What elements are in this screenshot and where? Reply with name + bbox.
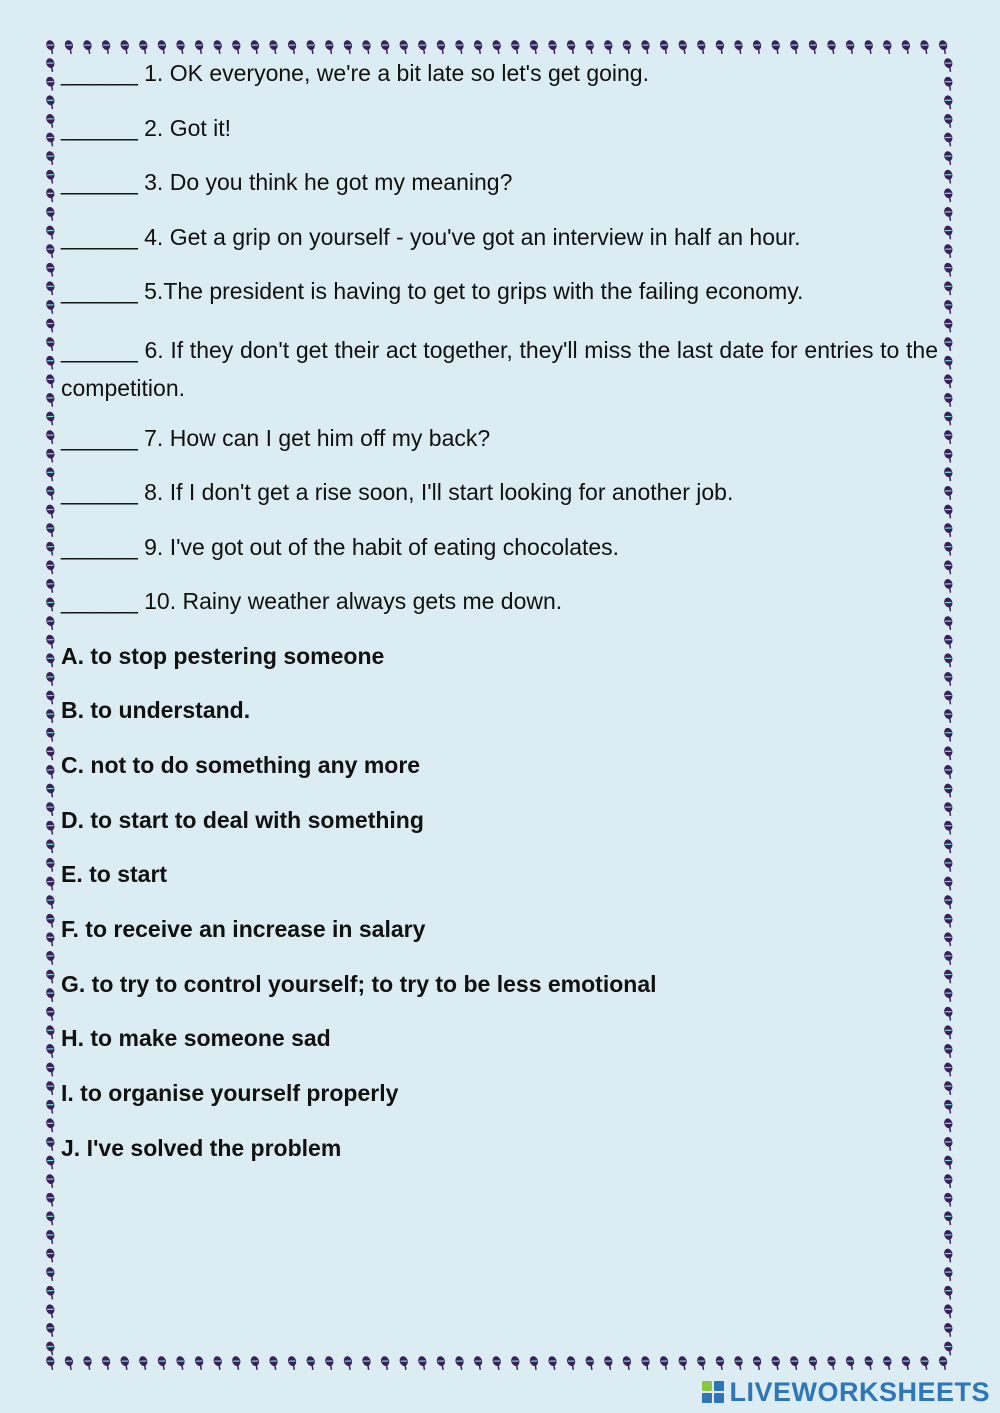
border-pencil-icon — [547, 1355, 559, 1371]
question-item — [61, 167, 938, 197]
border-pencil-icon — [943, 1099, 955, 1115]
border-pencil-icon — [943, 131, 955, 147]
border-pencil-icon — [119, 1355, 131, 1371]
border-pencil-icon — [566, 39, 578, 55]
definition-item: I. to organise yourself properly — [61, 1080, 399, 1106]
border-pencil-icon — [45, 857, 57, 873]
border-pencil-icon — [943, 1322, 955, 1338]
border-pencil-icon — [45, 931, 57, 947]
border-pencil-icon — [175, 1355, 187, 1371]
border-pencil-icon — [845, 39, 857, 55]
question-item — [61, 532, 938, 562]
border-pencil-icon — [943, 689, 955, 705]
border-pencil-icon — [491, 39, 503, 55]
border-pencil-icon — [943, 1043, 955, 1059]
border-pencil-icon — [45, 1043, 57, 1059]
border-pencil-icon — [943, 94, 955, 110]
border-pencil-icon — [45, 671, 57, 687]
border-pencil-icon — [696, 39, 708, 55]
border-pencil-icon — [45, 838, 57, 854]
border-pencil-icon — [919, 39, 931, 55]
answer-blank[interactable]: ______ — [61, 278, 138, 304]
question-text: 8. If I don't get a rise soon, I'll start looking for another job. — [144, 479, 734, 505]
border-pencil-icon — [943, 466, 955, 482]
border-pencil-icon — [45, 392, 57, 408]
border-pencil-icon — [45, 652, 57, 668]
border-pencil-icon — [45, 1154, 57, 1170]
border-pencil-icon — [943, 782, 955, 798]
border-pencil-icon — [943, 634, 955, 650]
border-pencil-icon — [45, 820, 57, 836]
border-pencil-icon — [943, 410, 955, 426]
definition-item: C. not to do something any more — [61, 751, 421, 778]
border-pencil-icon — [510, 39, 522, 55]
border-pencil-icon — [752, 39, 764, 55]
border-pencil-icon — [696, 1355, 708, 1371]
border-pencil-icon — [943, 1024, 955, 1040]
border-pencil-icon — [268, 39, 280, 55]
border-pencil-icon — [943, 1080, 955, 1096]
border-pencil-icon — [943, 113, 955, 129]
border-pencil-icon — [287, 1355, 299, 1371]
border-pencil-icon — [194, 1355, 206, 1371]
border-pencil-icon — [677, 39, 689, 55]
border-pencil-icon — [943, 76, 955, 92]
border-pencil-icon — [45, 1210, 57, 1226]
border-pencil-icon — [943, 299, 955, 315]
border-pencil-icon — [45, 913, 57, 929]
border-pencil-icon — [943, 559, 955, 575]
border-pencil-icon — [943, 745, 955, 761]
border-pencil-icon — [621, 39, 633, 55]
border-pencil-icon — [943, 262, 955, 278]
border-pencil-icon — [943, 392, 955, 408]
border-pencil-icon — [45, 448, 57, 464]
border-pencil-icon — [45, 1024, 57, 1040]
border-pencil-icon — [807, 39, 819, 55]
border-pencil-icon — [733, 39, 745, 55]
border-pencil-icon — [919, 1355, 931, 1371]
border-pencil-icon — [138, 39, 150, 55]
border-pencil-icon — [943, 894, 955, 910]
question-list — [61, 58, 938, 616]
border-pencil-icon — [45, 94, 57, 110]
border-pencil-icon — [770, 39, 782, 55]
question-item — [61, 58, 938, 88]
border-pencil-icon — [943, 1247, 955, 1263]
border-pencil-icon — [45, 485, 57, 501]
border-pencil-icon — [714, 39, 726, 55]
question-item — [61, 477, 938, 507]
border-pencil-icon — [566, 1355, 578, 1371]
border-pencil-icon — [943, 596, 955, 612]
question-text: 6. If they don't get their act together, they'll miss the last date for entries to the competition. — [61, 336, 938, 401]
border-pencil-icon — [45, 1173, 57, 1189]
border-pencil-icon — [943, 1117, 955, 1133]
liveworksheets-logo-text: LIVEWORKSHEETS — [729, 1376, 990, 1407]
border-pencil-icon — [45, 169, 57, 185]
border-pencil-icon — [45, 1080, 57, 1096]
border-pencil-icon — [943, 1136, 955, 1152]
question-text: 10. Rainy weather always gets me down. — [144, 588, 563, 614]
border-pencil-icon — [845, 1355, 857, 1371]
border-pencil-icon — [677, 1355, 689, 1371]
border-pencil-icon — [943, 838, 955, 854]
definition-item: F. to receive an increase in salary — [61, 915, 426, 942]
question-item — [61, 331, 938, 407]
border-pencil-icon — [63, 1355, 75, 1371]
question-text: 7. How can I get him off my back? — [144, 424, 491, 451]
border-pencil-icon — [547, 39, 559, 55]
border-pencil-icon — [45, 1117, 57, 1133]
border-pencil-icon — [45, 187, 57, 203]
border-pencil-icon — [943, 503, 955, 519]
border-pencil-icon — [943, 243, 955, 259]
border-pencil-icon — [491, 1355, 503, 1371]
border-pencil-icon — [45, 336, 57, 352]
border-pencil-icon — [194, 39, 206, 55]
border-pencil-icon — [807, 1355, 819, 1371]
border-pencil-icon — [175, 39, 187, 55]
border-pencil-icon — [826, 1355, 838, 1371]
border-pencil-icon — [45, 987, 57, 1003]
border-pencil-icon — [101, 39, 113, 55]
border-pencil-icon — [45, 224, 57, 240]
border-pencil-icon — [45, 1136, 57, 1152]
border-pencil-icon — [943, 429, 955, 445]
border-pencil-icon — [45, 113, 57, 129]
border-bottom — [42, 1354, 958, 1372]
answer-blank[interactable]: ______ — [61, 60, 138, 86]
answer-blank[interactable]: ______ — [61, 114, 138, 141]
border-pencil-icon — [45, 522, 57, 538]
border-pencil-icon — [943, 187, 955, 203]
border-pencil-icon — [473, 39, 485, 55]
border-pencil-icon — [45, 131, 57, 147]
border-pencil-icon — [45, 1285, 57, 1301]
border-pencil-icon — [45, 894, 57, 910]
border-pencil-icon — [45, 1340, 57, 1356]
border-pencil-icon — [45, 410, 57, 426]
border-pencil-icon — [287, 39, 299, 55]
border-pencil-icon — [45, 1229, 57, 1245]
border-left — [42, 38, 60, 1372]
border-pencil-icon — [45, 634, 57, 650]
border-pencil-icon — [943, 485, 955, 501]
border-pencil-icon — [45, 1061, 57, 1077]
border-pencil-icon — [943, 355, 955, 371]
border-pencil-icon — [943, 1061, 955, 1077]
definition-item: D. to start to deal with something — [61, 806, 424, 833]
answer-blank[interactable]: ______ — [61, 336, 138, 363]
border-pencil-icon — [659, 39, 671, 55]
answer-blank[interactable]: ______ — [61, 169, 138, 195]
border-pencil-icon — [943, 820, 955, 836]
border-pencil-icon — [943, 913, 955, 929]
border-pencil-icon — [45, 782, 57, 798]
border-pencil-icon — [398, 1355, 410, 1371]
border-pencil-icon — [45, 596, 57, 612]
border-pencil-icon — [249, 39, 261, 55]
border-pencil-icon — [943, 727, 955, 743]
border-pencil-icon — [342, 39, 354, 55]
border-pencil-icon — [45, 503, 57, 519]
answer-blank[interactable]: ______ — [61, 479, 138, 505]
border-pencil-icon — [45, 373, 57, 389]
definition-list — [61, 641, 938, 1163]
border-pencil-icon — [789, 1355, 801, 1371]
border-pencil-icon — [943, 652, 955, 668]
border-pencil-icon — [138, 1355, 150, 1371]
border-pencil-icon — [45, 1266, 57, 1282]
answer-blank[interactable]: ______ — [61, 533, 138, 560]
definition-item: E. to start — [61, 861, 168, 888]
border-pencil-icon — [943, 801, 955, 817]
border-pencil-icon — [119, 39, 131, 55]
border-pencil-icon — [863, 1355, 875, 1371]
border-pencil-icon — [603, 39, 615, 55]
border-pencil-icon — [770, 1355, 782, 1371]
border-pencil-icon — [943, 875, 955, 891]
border-top — [42, 38, 958, 56]
border-pencil-icon — [943, 950, 955, 966]
border-pencil-icon — [45, 875, 57, 891]
border-pencil-icon — [943, 857, 955, 873]
border-pencil-icon — [45, 466, 57, 482]
border-pencil-icon — [943, 336, 955, 352]
border-pencil-icon — [943, 1340, 955, 1356]
border-pencil-icon — [212, 39, 224, 55]
border-pencil-icon — [943, 169, 955, 185]
question-text: 9. I've got out of the habit of eating chocolates. — [144, 533, 620, 560]
question-text: 4. Get a grip on yourself - you've got an interview in half an hour. — [144, 223, 801, 250]
border-pencil-icon — [900, 39, 912, 55]
border-pencil-icon — [435, 1355, 447, 1371]
border-pencil-icon — [943, 1303, 955, 1319]
border-pencil-icon — [882, 1355, 894, 1371]
border-pencil-icon — [82, 39, 94, 55]
border-pencil-icon — [943, 764, 955, 780]
definition-item: G. to try to control yourself; to try to be less emotional — [61, 970, 657, 997]
border-pencil-icon — [943, 373, 955, 389]
question-item — [61, 586, 938, 616]
answer-blank[interactable]: ______ — [61, 223, 138, 250]
border-pencil-icon — [231, 1355, 243, 1371]
border-pencil-icon — [943, 280, 955, 296]
border-pencil-icon — [417, 39, 429, 55]
liveworksheets-logo — [701, 1377, 990, 1407]
definition-item: H. to make someone sad — [61, 1025, 331, 1052]
border-pencil-icon — [249, 1355, 261, 1371]
question-item — [61, 276, 938, 306]
border-pencil-icon — [380, 1355, 392, 1371]
border-pencil-icon — [45, 206, 57, 222]
question-text: 5.The president is having to get to grips with the failing economy. — [144, 278, 804, 304]
answer-blank[interactable]: ______ — [61, 424, 138, 451]
border-pencil-icon — [45, 615, 57, 631]
border-pencil-icon — [45, 243, 57, 259]
border-pencil-icon — [45, 727, 57, 743]
border-pencil-icon — [435, 39, 447, 55]
border-pencil-icon — [943, 522, 955, 538]
border-pencil-icon — [305, 39, 317, 55]
border-pencil-icon — [943, 150, 955, 166]
border-pencil-icon — [943, 1266, 955, 1282]
liveworksheets-logo-icon — [701, 1380, 725, 1404]
border-pencil-icon — [101, 1355, 113, 1371]
border-pencil-icon — [45, 1247, 57, 1263]
border-pencil-icon — [212, 1355, 224, 1371]
border-pencil-icon — [943, 541, 955, 557]
border-pencil-icon — [752, 1355, 764, 1371]
border-pencil-icon — [305, 1355, 317, 1371]
border-pencil-icon — [528, 1355, 540, 1371]
border-pencil-icon — [943, 1229, 955, 1245]
border-pencil-icon — [943, 317, 955, 333]
border-pencil-icon — [231, 39, 243, 55]
border-pencil-icon — [45, 1006, 57, 1022]
border-pencil-icon — [45, 1099, 57, 1115]
border-pencil-icon — [45, 1303, 57, 1319]
border-pencil-icon — [268, 1355, 280, 1371]
worksheet-content — [61, 58, 938, 1187]
border-pencil-icon — [324, 1355, 336, 1371]
border-pencil-icon — [398, 39, 410, 55]
border-pencil-icon — [45, 280, 57, 296]
border-pencil-icon — [510, 1355, 522, 1371]
border-pencil-icon — [943, 615, 955, 631]
border-pencil-icon — [943, 224, 955, 240]
definition-item: A. to stop pestering someone — [61, 642, 385, 669]
border-pencil-icon — [324, 39, 336, 55]
border-pencil-icon — [640, 1355, 652, 1371]
border-pencil-icon — [45, 708, 57, 724]
border-pencil-icon — [789, 39, 801, 55]
border-pencil-icon — [882, 39, 894, 55]
question-item — [61, 113, 938, 143]
border-pencil-icon — [621, 1355, 633, 1371]
question-item — [61, 222, 938, 252]
border-pencil-icon — [45, 355, 57, 371]
border-pencil-icon — [45, 745, 57, 761]
border-pencil-icon — [361, 39, 373, 55]
border-pencil-icon — [900, 1355, 912, 1371]
border-pencil-icon — [943, 206, 955, 222]
border-pencil-icon — [454, 1355, 466, 1371]
border-pencil-icon — [714, 1355, 726, 1371]
border-pencil-icon — [943, 1006, 955, 1022]
question-text: 2. Got it! — [144, 114, 232, 141]
definition-item: B. to understand. — [61, 697, 251, 724]
border-pencil-icon — [45, 429, 57, 445]
border-pencil-icon — [454, 39, 466, 55]
border-pencil-icon — [943, 578, 955, 594]
border-pencil-icon — [943, 1285, 955, 1301]
border-pencil-icon — [45, 57, 57, 73]
border-pencil-icon — [826, 39, 838, 55]
answer-blank[interactable]: ______ — [61, 588, 138, 614]
border-pencil-icon — [45, 950, 57, 966]
border-right — [940, 38, 958, 1372]
border-pencil-icon — [45, 764, 57, 780]
border-pencil-icon — [863, 39, 875, 55]
border-pencil-icon — [45, 1192, 57, 1208]
border-pencil-icon — [45, 689, 57, 705]
border-pencil-icon — [45, 76, 57, 92]
border-pencil-icon — [584, 1355, 596, 1371]
border-pencil-icon — [603, 1355, 615, 1371]
border-pencil-icon — [82, 1355, 94, 1371]
border-pencil-icon — [943, 1192, 955, 1208]
question-item — [61, 423, 938, 453]
border-pencil-icon — [45, 1322, 57, 1338]
border-pencil-icon — [943, 987, 955, 1003]
border-pencil-icon — [733, 1355, 745, 1371]
border-pencil-icon — [380, 39, 392, 55]
border-pencil-icon — [640, 39, 652, 55]
border-pencil-icon — [45, 801, 57, 817]
border-pencil-icon — [45, 578, 57, 594]
border-pencil-icon — [943, 57, 955, 73]
border-pencil-icon — [943, 968, 955, 984]
definition-item: J. I've solved the problem — [61, 1134, 342, 1161]
border-pencil-icon — [45, 150, 57, 166]
border-pencil-icon — [528, 39, 540, 55]
border-pencil-icon — [417, 1355, 429, 1371]
border-pencil-icon — [342, 1355, 354, 1371]
border-pencil-icon — [156, 39, 168, 55]
border-pencil-icon — [45, 559, 57, 575]
border-pencil-icon — [45, 317, 57, 333]
border-pencil-icon — [659, 1355, 671, 1371]
border-pencil-icon — [943, 1154, 955, 1170]
border-pencil-icon — [943, 448, 955, 464]
border-pencil-icon — [584, 39, 596, 55]
border-pencil-icon — [943, 671, 955, 687]
border-pencil-icon — [45, 541, 57, 557]
border-pencil-icon — [156, 1355, 168, 1371]
border-pencil-icon — [943, 1210, 955, 1226]
question-text: 3. Do you think he got my meaning? — [144, 169, 513, 195]
question-text: 1. OK everyone, we're a bit late so let's get going. — [144, 60, 649, 86]
border-pencil-icon — [473, 1355, 485, 1371]
border-pencil-icon — [943, 1173, 955, 1189]
border-pencil-icon — [943, 931, 955, 947]
border-pencil-icon — [45, 968, 57, 984]
border-pencil-icon — [45, 262, 57, 278]
border-pencil-icon — [361, 1355, 373, 1371]
border-pencil-icon — [63, 39, 75, 55]
border-pencil-icon — [45, 299, 57, 315]
border-pencil-icon — [943, 708, 955, 724]
